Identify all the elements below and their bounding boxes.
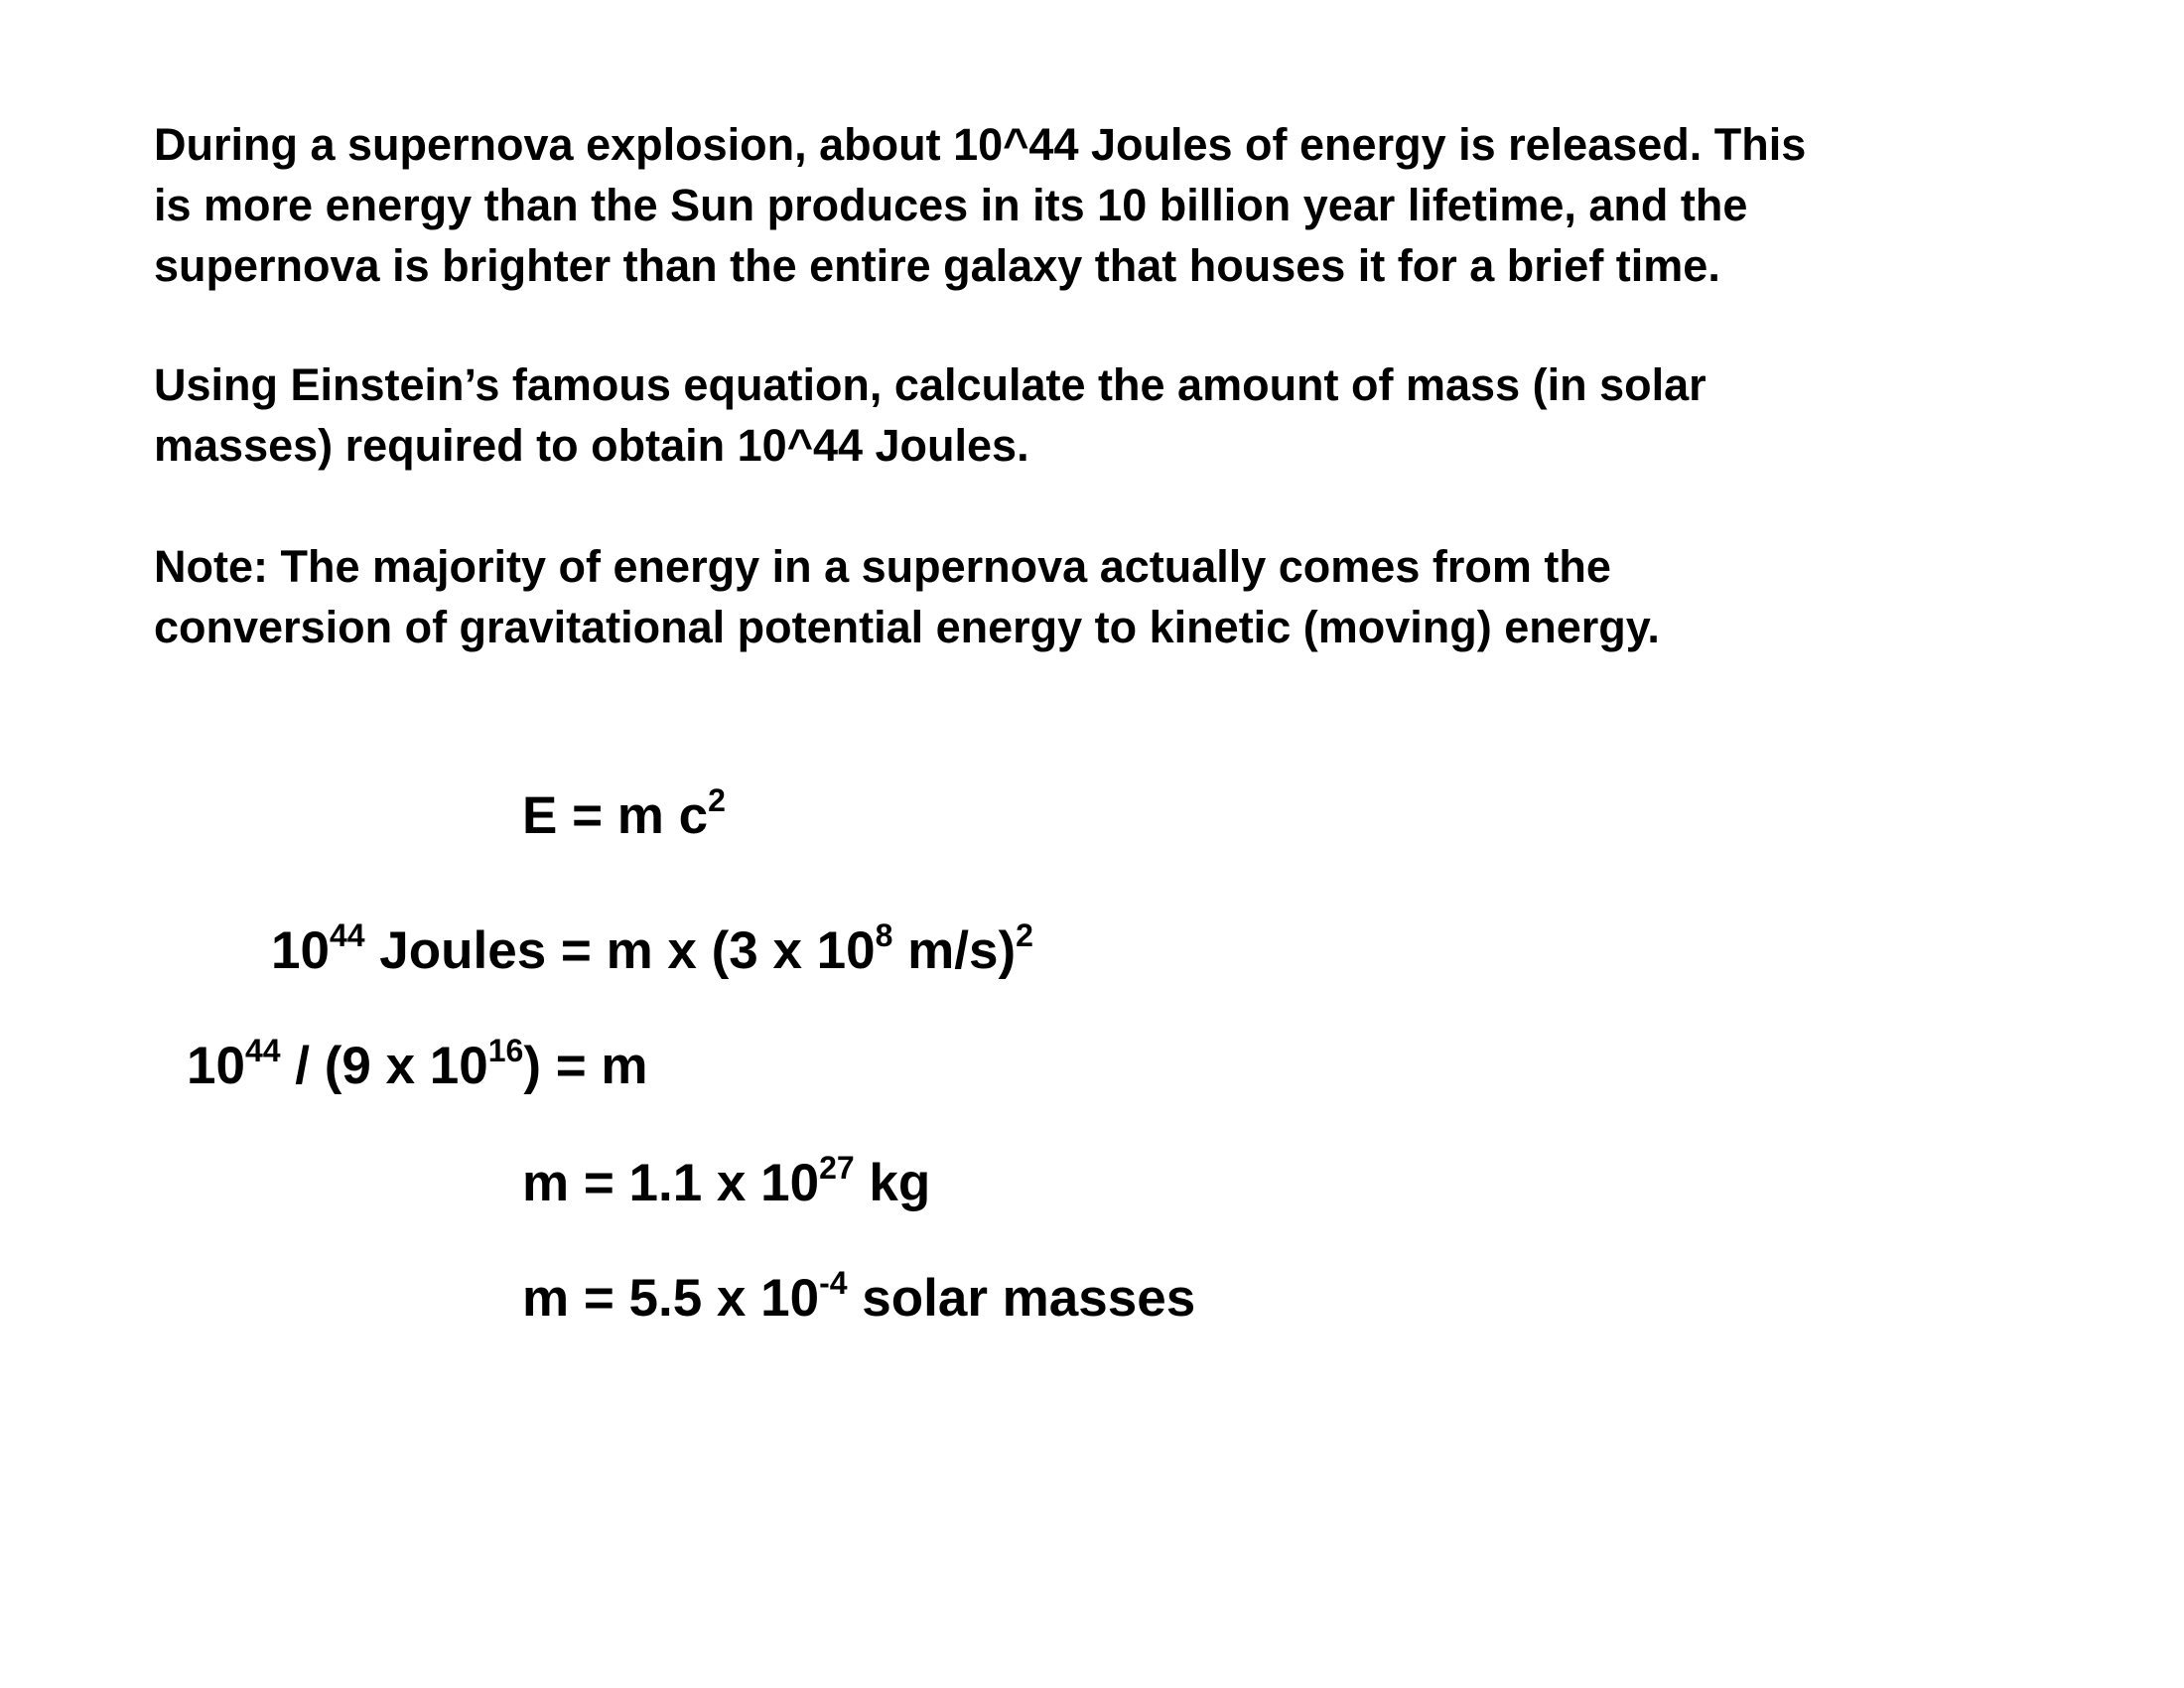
equation-text: m/s) xyxy=(892,921,1017,980)
equation-text: solar masses xyxy=(847,1269,1196,1328)
intro-line-2: is more energy than the Sun produces in its 10 billion year lifetime, and the xyxy=(154,180,1748,230)
equation-text: 10 xyxy=(271,921,330,980)
equation-text: E = m c xyxy=(522,786,709,845)
intro-paragraph xyxy=(154,114,2100,296)
equation-exponent: 44 xyxy=(244,1033,281,1068)
equation-text: kg xyxy=(854,1154,931,1212)
equation-energy-mass xyxy=(522,784,726,848)
equation-text: m = 5.5 x 10 xyxy=(522,1269,820,1328)
equation-text: / (9 x 10 xyxy=(280,1037,488,1095)
equation-exponent: 2 xyxy=(708,782,726,818)
note-line-2: conversion of gravitational potential energy to kinetic (moving) energy. xyxy=(154,602,1660,652)
equation-exponent: 27 xyxy=(819,1150,855,1186)
note-paragraph xyxy=(154,536,2100,657)
equation-exponent: 44 xyxy=(329,917,365,953)
question-line-1: Using Einstein’s famous equation, calculate the amount of mass (in solar xyxy=(154,359,1706,410)
equation-exponent: 16 xyxy=(487,1033,524,1068)
equation-exponent: 2 xyxy=(1016,917,1033,953)
equation-text: m = 1.1 x 10 xyxy=(522,1154,820,1212)
equation-exponent: 8 xyxy=(875,917,893,953)
equation-text: ) = m xyxy=(523,1037,648,1095)
equation-mass-kg xyxy=(522,1152,930,1215)
question-line-2: masses) required to obtain 10^44 Joules. xyxy=(154,420,1029,471)
intro-line-3: supernova is brighter than the entire galaxy that houses it for a brief time. xyxy=(154,240,1720,291)
question-paragraph xyxy=(154,354,2100,476)
equation-text: Joules = m x (3 x 10 xyxy=(364,921,876,980)
intro-line-1: During a supernova explosion, about 10^44 Joules of energy is released. This xyxy=(154,119,1807,170)
equation-text: 10 xyxy=(187,1037,245,1095)
equation-exponent: -4 xyxy=(819,1265,848,1301)
note-line-1: Note: The majority of energy in a supernova actually comes from the xyxy=(154,541,1611,592)
equation-substitution xyxy=(271,919,1033,983)
equation-mass-solar xyxy=(522,1267,1195,1331)
equation-solve-mass xyxy=(187,1035,648,1098)
